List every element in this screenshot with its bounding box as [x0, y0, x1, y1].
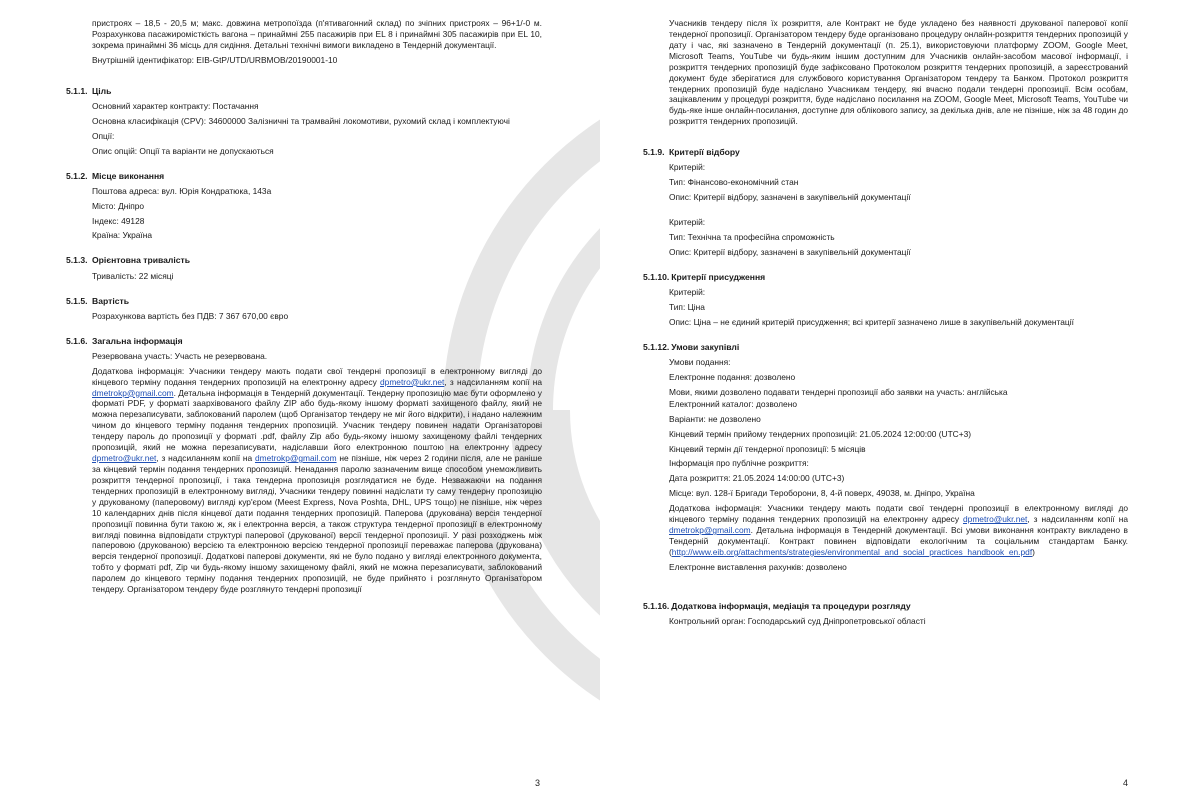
estimated-value: Розрахункова вартість без ПДВ: 7 367 670,00 євро — [92, 310, 289, 321]
section-5-1-2 — [66, 171, 542, 242]
page-4 — [600, 0, 1200, 800]
criterion-description: Опис: Ціна – не єдиний критерій присудження; всі критерії зазначено лише в закупівельній документації — [669, 316, 1074, 327]
section-5-1-6 — [66, 336, 542, 595]
section-5-1-3 — [66, 255, 542, 281]
electronic-submission: Електронне подання: дозволено — [669, 371, 796, 382]
opening-date: Дата розкриття: 21.05.2024 14:00:00 (UTC+3) — [669, 473, 845, 484]
section-5-1-10 — [643, 272, 1128, 328]
criterion-label: Критерій: — [669, 287, 706, 298]
section-5-1-9 — [643, 147, 1128, 258]
internal-identifier: Внутрішній ідентифікатор: EIB-GtP/UTD/URBMOB/20190001-10 — [92, 54, 338, 65]
section-number: 5.1.5. — [66, 295, 88, 306]
page-number: 3 — [534, 778, 540, 788]
country: Країна: Україна — [92, 230, 152, 241]
intro-block — [66, 18, 542, 66]
submission-conditions: Умови подання: — [669, 357, 731, 368]
section-title: Місце виконання — [92, 170, 165, 181]
criterion-label: Критерій: — [669, 217, 706, 228]
email-link[interactable]: dmetrokp@gmail.com — [92, 387, 174, 398]
opening-place: Місце: вул. 128-ї Бригади Тероборони, 8, 4-й поверх, 49038, м. Дніпро, Україна — [669, 488, 975, 499]
section-title: Загальна інформація — [92, 335, 183, 346]
cpv-classification: Основна класифікація (CPV): 34600000 Залізничні та трамвайні локомотиви, рухомий склад і комплектуючі — [92, 115, 510, 126]
additional-information: Додаткова інформація: Учасники тендеру мають подати свої тендерні пропозиції в електронному вигляді до кінцевого терміну подання тендерних пропозицій на електронну адресу dpmetro@ukr.net, з надсиланням копії на dmetrokp@gmail.com. Детальна інформація в Тендерній документації. Всі умови виконання контракту викладено в Тендерній документації. Контракт повинен відповідати екологічним та соціальним стандартам Банку. (http://www.eib.org/attachments/strategies/environmental_and_social_practices_handbook_en.pdf) — [669, 503, 1128, 557]
section-title: Критерії відбору — [669, 147, 740, 158]
tender-validity: Кінцевий термін дії тендерної пропозиції: 5 місяців — [669, 443, 866, 454]
submission-deadline: Кінцевий термін прийому тендерних пропозицій: 21.05.2024 12:00:00 (UTC+3) — [669, 428, 972, 439]
criterion-label: Критерій: — [669, 162, 706, 173]
electronic-catalog: Електронний каталог: дозволено — [669, 398, 797, 409]
email-link[interactable]: dmetrokp@gmail.com — [669, 525, 751, 536]
email-link[interactable]: dpmetro@ukr.net — [380, 376, 445, 387]
eib-handbook-link[interactable]: http://www.eib.org/attachments/strategies/environmental_and_social_practices_handbook_en.pdf — [671, 546, 1033, 557]
email-link[interactable]: dpmetro@ukr.net — [963, 514, 1028, 525]
continued-text: Учасників тендеру після їх розкриття, але Контракт не буде укладено без наявності друкованої паперової копії тендерної пропозиції. Організатором тендеру буде організовано процедуру онлайн-розкриття тендерних пропозицій у дату і час, які зазначено в Тендерній документації (п. 25.1), використовуючи платформу ZOOM, Google Meet, Microsoft Teams, YouTube чи будь-яким іншим доступним для Учасників онлайн-засобом масової інформації, і розкриття тендерних пропозицій буде зафіксовано Протоколом розкриття тендерних пропозицій, а зареєстрований документ буде зберігатися для службового користування Організатором тендеру та Банком. Протокол розкриття тендерних пропозицій буде надіслано Учасникам тендеру, які вчасно подали тендерні пропозиції. Всім особам, зацікавленим у процедурі розкриття, буде надіслано посилання на ZOOM, Google Meet, Microsoft Teams, YouTube чи будь-яке інше онлайн-посилання, доступне для облікового запису, за декілька днів, але не пізніше, ніж за 48 годин до розкриття тендерних пропозицій. — [669, 18, 1128, 127]
section-title: Ціль — [92, 85, 112, 96]
postal-index: Індекс: 49128 — [92, 215, 145, 226]
left-page-content — [66, 18, 542, 595]
right-page-content — [643, 18, 1128, 627]
section-number: 5.1.6. — [66, 335, 88, 346]
section-title: Умови закупівлі — [671, 341, 740, 352]
postal-address: Поштова адреса: вул. Юрія Кондратюка, 143а — [92, 185, 272, 196]
criterion-description: Опис: Критерії відбору, зазначені в закупівельній документації — [669, 247, 911, 257]
city: Місто: Дніпро — [92, 200, 145, 211]
section-title: Додаткова інформація, медіація та процедури розгляду — [671, 600, 911, 611]
allowed-languages: Мови, якими дозволено подавати тендерні пропозиції або заявки на участь: англійська — [669, 386, 1008, 397]
section-5-1-1 — [66, 86, 542, 157]
section-number: 5.1.3. — [66, 255, 88, 266]
section-number: 5.1.12. — [643, 341, 670, 352]
email-link[interactable]: dmetrokp@gmail.com — [254, 453, 337, 464]
section-title: Орієнтовна тривалість — [92, 255, 191, 266]
section-number: 5.1.10. — [643, 271, 670, 282]
options-label: Опції: — [92, 130, 115, 141]
section-number: 5.1.2. — [66, 170, 88, 181]
section-5-1-16 — [643, 601, 1128, 627]
intro-text: пристроях – 18,5 - 20,5 м; макс. довжина метропоїзда (п'ятивагонний склад) по зчіпних пристроях – 96+1/-0 м. Розрахункова пасажиромісткість вагона – принаймні 255 пасажирів при EL 8 і принаймні 305 пасажирів при EL 10, зокрема принаймні 36 місць для сидіння. Детальні технічні вимоги викладено в Тендерній документації. — [92, 18, 542, 50]
criterion-type: Тип: Фінансово-економічний стан — [669, 177, 799, 188]
section-number: 5.1.16. — [643, 600, 670, 611]
email-link[interactable]: dpmetro@ukr.net — [92, 453, 157, 464]
page-number: 4 — [1122, 778, 1128, 788]
section-number: 5.1.9. — [643, 147, 665, 158]
contract-nature: Основний характер контракту: Постачання — [92, 100, 259, 111]
section-5-1-5 — [66, 296, 542, 322]
review-body: Контрольний орган: Господарський суд Дніпропетровської області — [669, 615, 926, 626]
electronic-invoicing: Електронне виставлення рахунків: дозволено — [669, 561, 847, 572]
section-5-1-12 — [643, 342, 1128, 573]
options-description: Опис опцій: Опції та варіанти не допускаються — [92, 145, 274, 156]
section-number: 5.1.1. — [66, 85, 88, 96]
section-title: Вартість — [92, 295, 129, 306]
criterion-type: Тип: Ціна — [669, 302, 705, 313]
reserved-participation: Резервована участь: Участь не резервована. — [92, 350, 268, 361]
criterion-type: Тип: Технічна та професійна спроможність — [669, 232, 835, 243]
public-opening-info: Інформація про публічне розкриття: — [669, 458, 809, 469]
section-title: Критерії присудження — [671, 271, 766, 282]
criterion-description: Опис: Критерії відбору, зазначені в закупівельній документації — [669, 192, 911, 203]
additional-information: Додаткова інформація: Учасники тендеру мають подати свої тендерні пропозиції в електронному вигляді до кінцевого терміну подання тендерних пропозицій на електронну адресу dpmetro@ukr.net, з надсиланням копії на dmetrokp@gmail.com. Детальна інформація в Тендерній документації. Тендерну пропозицію має бути оформлено у форматі PDF, у форматі заархівованого файлу ZIP або будь-якому іншому форматі захищеного файлу, який не можна перезаписувати, заблокований паролем (щоб Організатор тендеру не міг його відкрити), і надано належним чином до кінцевого терміну подання тендерних пропозицій. Учасник тендеру повинен надати Організаторові тендеру пароль до пропозиції у форматі .pdf, файлу Zip або будь-якому іншому захищеному файлі тендерних пропозицій, який не можна перезаписувати, надіславши його електронною поштою на електронну адресу dpmetro@ukr.net, з надсиланням копії на dmetrokp@gmail.com не пізніше, ніж через 2 години після, але не раніше за кінцевий термін подання тендерних пропозицій. Ненадання паролю зазначеним вище способом унеможливить розкриття тендерної пропозиції, і така тендерна пропозиція розглядатися не буде. Незважаючи на подання тендерних пропозицій в електронному вигляді, Учасники тендеру повинні надіслати ту саму тендерну пропозицію у друкованому (паперовому) вигляді кур'єром (Meest Express, Nova Poshta, DHL, UPS тощо) не пізніше, ніж через 10 календарних днів після кінцевої дати подання тендерних пропозицій. Паперова (друкована) версія тендерної пропозиції повинна бути такою ж, як і електронна версія, а також структура тендерної пропозиції в електронному вигляді повинна відповідати структурі паперової (друкованої) версії тендерної пропозиції. У разі розходжень між паперовою (друкованою) версією та електронною версією тендерної пропозиції переважає паперова (друкована) версія тендерної пропозиції. Додаткові паперові документи, які не було подано у вигляді електронного документа, тобто у форматі pdf, Zip чи будь-якому іншому захищеному файлі, який не можна перезаписувати, заблокований паролем до кінцевого терміну подання тендерних пропозицій, не буде прийнято і розглянуто Організатором тендеру. Організатором тендеру буде розглянуто тендерні пропозиції — [92, 365, 542, 595]
duration: Тривалість: 22 місяці — [92, 270, 174, 281]
variants: Варіанти: не дозволено — [669, 413, 761, 424]
